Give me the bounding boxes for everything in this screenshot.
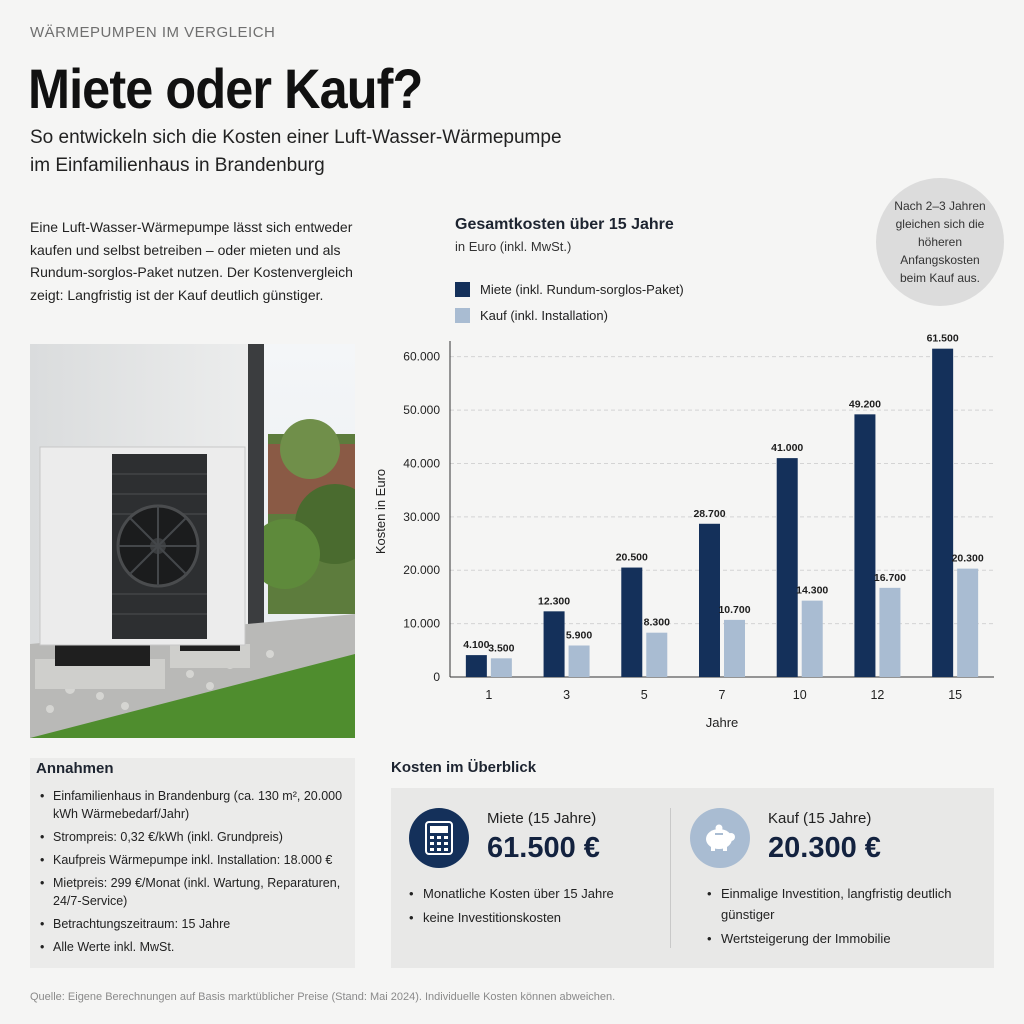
cost-bar-chart — [360, 326, 1024, 736]
overview-miete — [391, 788, 670, 968]
heat-pump-photo — [30, 344, 355, 738]
x-tick-label: 15 — [948, 688, 963, 702]
source-note: Quelle: Eigene Berechnungen auf Basis marktüblicher Preise (Stand: Mai 2024). Individuelle Kosten können abweichen. — [30, 991, 616, 1003]
y-tick-label: 30.000 — [403, 509, 440, 524]
data-label-miete: 12.300 — [538, 595, 571, 608]
legend-swatch-kauf — [455, 308, 470, 323]
bar-kauf — [802, 601, 823, 677]
y-tick-label: 20.000 — [403, 563, 440, 578]
kicker: WÄRMEPUMPEN IM VERGLEICH — [30, 24, 276, 41]
kauf-point: • Einmalige Investition, langfristig deutlich günstiger — [707, 883, 957, 925]
assumption-item: • Strompreis: 0,32 €/kWh (inkl. Grundpreis) — [36, 828, 345, 846]
overview-title: Kosten im Überblick — [391, 759, 537, 776]
y-tick-label: 10.000 — [403, 616, 440, 631]
bar-miete — [466, 655, 487, 677]
legend-label-kauf: Kauf (inkl. Installation) — [480, 307, 608, 323]
kauf-points — [707, 883, 957, 952]
subtitle — [30, 124, 630, 180]
bar-miete — [854, 414, 875, 677]
assumption-item: • Einfamilienhaus in Brandenburg (ca. 130 m², 20.000 kWh Wärmebedarf/Jahr) — [36, 787, 345, 823]
assumption-item: • Kaufpreis Wärmepumpe inkl. Installation: 18.000 € — [36, 851, 345, 869]
data-label-miete: 28.700 — [693, 507, 726, 520]
y-tick-label: 0 — [433, 670, 440, 684]
kauf-label: Kauf (15 Jahre) — [768, 810, 872, 827]
legend-item-miete — [455, 276, 684, 302]
bar-miete — [621, 568, 642, 677]
subtitle-line-2: im Einfamilienhaus in Brandenburg — [30, 155, 325, 176]
assumptions-title: Annahmen — [36, 760, 114, 777]
legend-label-miete: Miete (inkl. Rundum-sorglos-Paket) — [480, 281, 684, 297]
chart-subtitle: in Euro (inkl. MwSt.) — [455, 239, 572, 254]
assumption-item: • Alle Werte inkl. MwSt. — [36, 938, 345, 956]
x-tick-label: 10 — [792, 688, 807, 702]
bar-miete — [699, 524, 720, 677]
miete-point: • Monatliche Kosten über 15 Jahre — [409, 883, 659, 904]
overview-panel — [391, 788, 994, 968]
subtitle-line-1: So entwickeln sich die Kosten einer Luft-Wasser-Wärmepumpe — [30, 127, 562, 148]
x-tick-label: 3 — [563, 688, 571, 702]
assumption-item: • Mietpreis: 299 €/Monat (inkl. Wartung, Reparaturen, 24/7-Service) — [36, 874, 345, 910]
kauf-point: • Wertsteigerung der Immobilie — [707, 928, 957, 949]
y-tick-label: 50.000 — [403, 403, 440, 418]
assumption-item: • Betrachtungszeitraum: 15 Jahre — [36, 915, 345, 933]
callout-bubble: Nach 2–3 Jahren gleichen sich die höheren Anfangskosten beim Kauf aus. — [876, 178, 1004, 306]
x-tick-label: 12 — [870, 688, 885, 702]
overview-kauf — [671, 788, 994, 968]
piggy-bank-icon — [690, 808, 750, 868]
calculator-icon — [409, 808, 469, 868]
data-label-kauf: 3.500 — [488, 642, 515, 655]
bar-kauf — [879, 588, 900, 677]
data-label-kauf: 5.900 — [565, 629, 593, 642]
miete-points — [409, 883, 659, 931]
data-label-miete: 61.500 — [926, 332, 959, 345]
page-title: Miete oder Kauf? — [28, 57, 423, 120]
data-label-miete: 20.500 — [615, 551, 648, 564]
x-tick-label: 7 — [718, 688, 726, 702]
legend-swatch-miete — [455, 282, 470, 297]
data-label-kauf: 20.300 — [951, 552, 984, 565]
bar-kauf — [646, 633, 667, 677]
bar-kauf — [957, 569, 978, 677]
bar-kauf — [724, 620, 745, 677]
data-label-kauf: 10.700 — [718, 603, 751, 616]
miete-label: Miete (15 Jahre) — [487, 810, 597, 827]
miete-value: 61.500 € — [487, 832, 600, 864]
data-label-miete: 41.000 — [771, 442, 804, 455]
data-label-kauf: 14.300 — [796, 584, 829, 597]
bar-kauf — [569, 646, 590, 677]
assumptions-box — [30, 758, 355, 968]
chart-title: Gesamtkosten über 15 Jahre — [455, 216, 674, 233]
bar-miete — [777, 458, 798, 677]
y-axis-title: Kosten in Euro — [373, 468, 388, 555]
x-tick-label: 5 — [640, 688, 648, 702]
intro-text: Eine Luft-Wasser-Wärmepumpe lässt sich entweder kaufen und selbst betreiben – oder mieten und als Rundum-sorglos-Paket nutzen. Der Kostenvergleich zeigt: Langfristig ist der Kauf deutlich günstiger. — [30, 219, 353, 303]
y-tick-label: 60.000 — [403, 349, 440, 364]
bar-miete — [544, 611, 565, 677]
bar-kauf — [491, 658, 512, 677]
kauf-value: 20.300 € — [768, 832, 881, 864]
data-label-kauf: 8.300 — [643, 616, 670, 629]
chart-legend — [455, 276, 684, 328]
assumptions-list — [36, 787, 345, 956]
data-label-kauf: 16.700 — [873, 571, 906, 584]
x-axis-title: Jahre — [705, 715, 739, 730]
y-tick-label: 40.000 — [403, 456, 440, 471]
data-label-miete: 49.200 — [848, 398, 881, 411]
legend-item-kauf — [455, 302, 684, 328]
x-tick-label: 1 — [485, 688, 493, 702]
data-label-miete: 4.100 — [463, 639, 490, 652]
miete-point: • keine Investitionskosten — [409, 907, 659, 928]
bar-miete — [932, 349, 953, 677]
